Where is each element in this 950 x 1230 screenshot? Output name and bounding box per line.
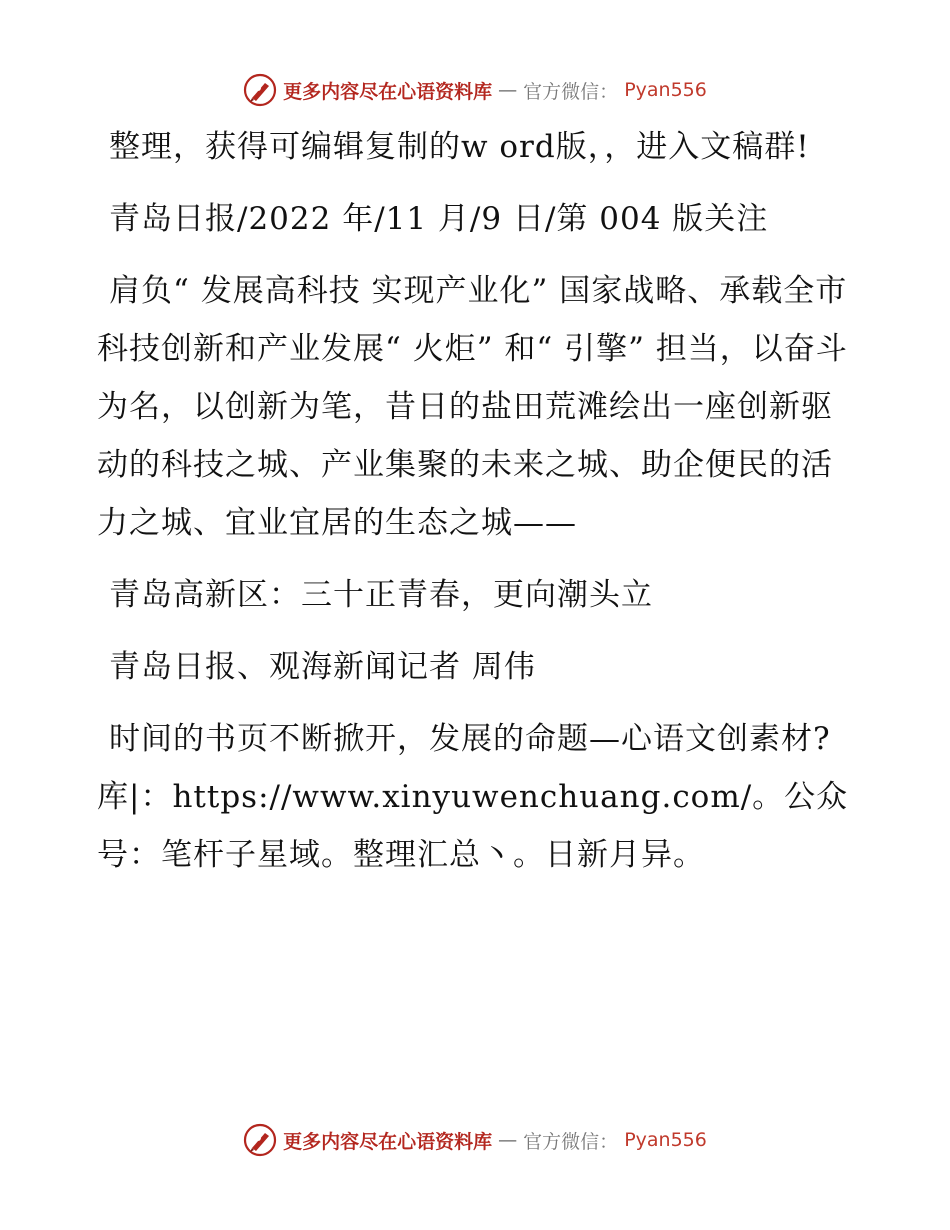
pen-logo-icon [243, 73, 277, 107]
watermark-separator: — [498, 79, 518, 101]
pen-logo-icon [243, 1123, 277, 1157]
watermark-wechat-id: Pyan556 [624, 1129, 707, 1151]
paragraph-intro: 整理，获得可编辑复制的w ord版，，进入文稿群! [109, 129, 810, 165]
header-watermark [0, 70, 950, 110]
document-body [97, 118, 857, 898]
watermark-wechat-label: 官方微信： [523, 80, 619, 103]
watermark-wechat-id: Pyan556 [624, 79, 707, 101]
watermark-wechat-label: 官方微信： [523, 1130, 619, 1153]
paragraph-headline: 青岛高新区：三十正青春，更向潮头立 [109, 577, 653, 613]
watermark-separator: — [498, 1129, 518, 1151]
paragraph-source-line: 青岛日报/2022 年/11 月/9 日/第 004 版关注 [109, 201, 769, 237]
paragraph-body: 时间的书页不断掀开，发展的命题—心语文创素材?库|：https://www.xinyuwenchuang.com/。公众号：笔杆子星域。整理汇总丶。日新月异。 [97, 721, 849, 873]
footer-watermark [0, 1120, 950, 1160]
paragraph-byline: 青岛日报、观海新闻记者 周伟 [109, 649, 536, 685]
paragraph-lead: 肩负“ 发展高科技 实现产业化” 国家战略、承载全市科技创新和产业发展“ 火炬” 和“ 引擎” 担当，以奋斗为名，以创新为笔，昔日的盐田荒滩绘出一座创新驱动的科技之城、产业集聚的未来之城、助企便民的活力之城、宜业宜居的生态之城—— [97, 273, 848, 541]
watermark-main-text: 更多内容尽在心语资料库 [283, 80, 493, 103]
watermark-main-text: 更多内容尽在心语资料库 [283, 1130, 493, 1153]
